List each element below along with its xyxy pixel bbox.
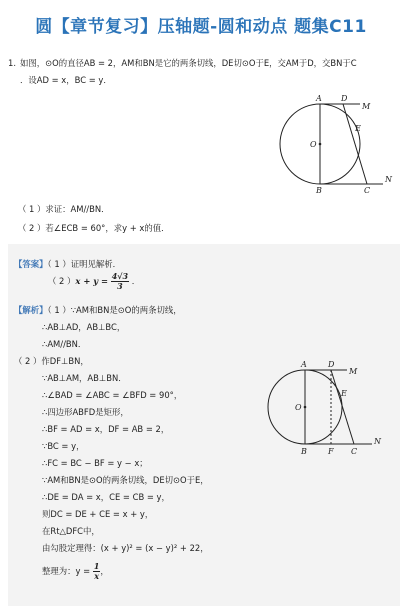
analysis-line: 则DC = DE + CE = x + y， (42, 509, 154, 519)
label-m: M (362, 102, 371, 111)
label-a: A (316, 94, 322, 103)
part-1: （ 1 ）求证：AM//BN． (18, 204, 110, 214)
question-number: 1. (8, 58, 16, 68)
label-b: B (301, 447, 307, 456)
analysis-line: （ 1 ）∵AM和BN是⊙O的两条切线， (47, 305, 182, 315)
analysis-line: 由勾股定理得：(x + y)² = (x − y)² + 22， (42, 543, 209, 553)
label-f: F (328, 447, 334, 456)
label-d: D (328, 360, 335, 369)
analysis-suffix: ， (100, 566, 109, 576)
answer-part-2-suffix: ． (131, 276, 141, 286)
tangent-dc (343, 104, 367, 184)
label-c: C (351, 447, 358, 456)
analysis-line: ∵BC = y， (42, 441, 85, 451)
label-e: E (355, 124, 361, 133)
question-text (8, 55, 398, 89)
label-n: N (374, 437, 381, 446)
analysis-line: （ 2 ）作DF⊥BN， (14, 356, 89, 366)
tangent-dc (331, 370, 354, 444)
analysis-line: ∴AM//BN． (42, 339, 87, 349)
label-o: O (295, 403, 302, 412)
analysis-line: ∴BF = AD = x，DF = AB = 2， (42, 424, 170, 434)
analysis-line: ∵AM和BN是⊙O的两条切线，DE切⊙O于E， (42, 475, 209, 485)
answer-tag: 【答案】 (14, 259, 48, 269)
analysis-line: ∴FC = BC − BF = y − x； (42, 458, 148, 468)
label-b: B (316, 186, 322, 194)
center-dot (319, 143, 322, 146)
label-n: N (385, 175, 392, 184)
analysis-tag: 【解析】 (14, 305, 48, 315)
figure-2 (262, 356, 392, 458)
label-o: O (310, 140, 317, 149)
label-d: D (341, 94, 348, 103)
answer-fraction (111, 272, 129, 291)
question-line-1: 如图，⊙O的直径AB = 2，AM和BN是它的两条切线，DE切⊙O于E，交AM于D，交BN于C (20, 58, 357, 68)
analysis-line: ∴DE = DA = x，CE = CB = y， (42, 492, 170, 502)
analysis-fraction-num: 1 (93, 561, 100, 571)
analysis-line: ∴AB⊥AD，AB⊥BC， (42, 322, 126, 332)
page-title: 圆【章节复习】压轴题-圆和动点 题集C11 (35, 17, 367, 37)
analysis-line: ∴∠BAD = ∠ABC = ∠BFD = 90°， (42, 390, 183, 400)
answer-fraction-num: 4√3 (111, 271, 129, 281)
question-line-2: ．设AD = x，BC = y． (20, 75, 112, 85)
part-2: （ 2 ）若∠ECB = 60°，求y + x的值． (18, 223, 170, 233)
analysis-line: ∵AB⊥AM，AB⊥BN． (42, 373, 127, 383)
analysis-line: ∴四边形ABFD是矩形， (42, 407, 129, 417)
analysis-fraction-den: x (94, 571, 99, 581)
answer-part-2-prefix: （ 2 ） (48, 276, 76, 286)
analysis-line: 在Rt△DFC中， (42, 526, 100, 536)
answer-fraction-den: 3 (117, 281, 123, 291)
label-a: A (301, 360, 307, 369)
label-c: C (364, 186, 371, 194)
answer-part-1: （ 1 ）证明见解析． (47, 259, 121, 269)
label-m: M (349, 367, 358, 376)
label-e: E (341, 389, 347, 398)
answer-part-2-expr: x + y = (75, 276, 109, 286)
center-dot (304, 406, 307, 409)
analysis-line: 整理为：y = (42, 566, 91, 576)
figure-1 (275, 90, 400, 194)
